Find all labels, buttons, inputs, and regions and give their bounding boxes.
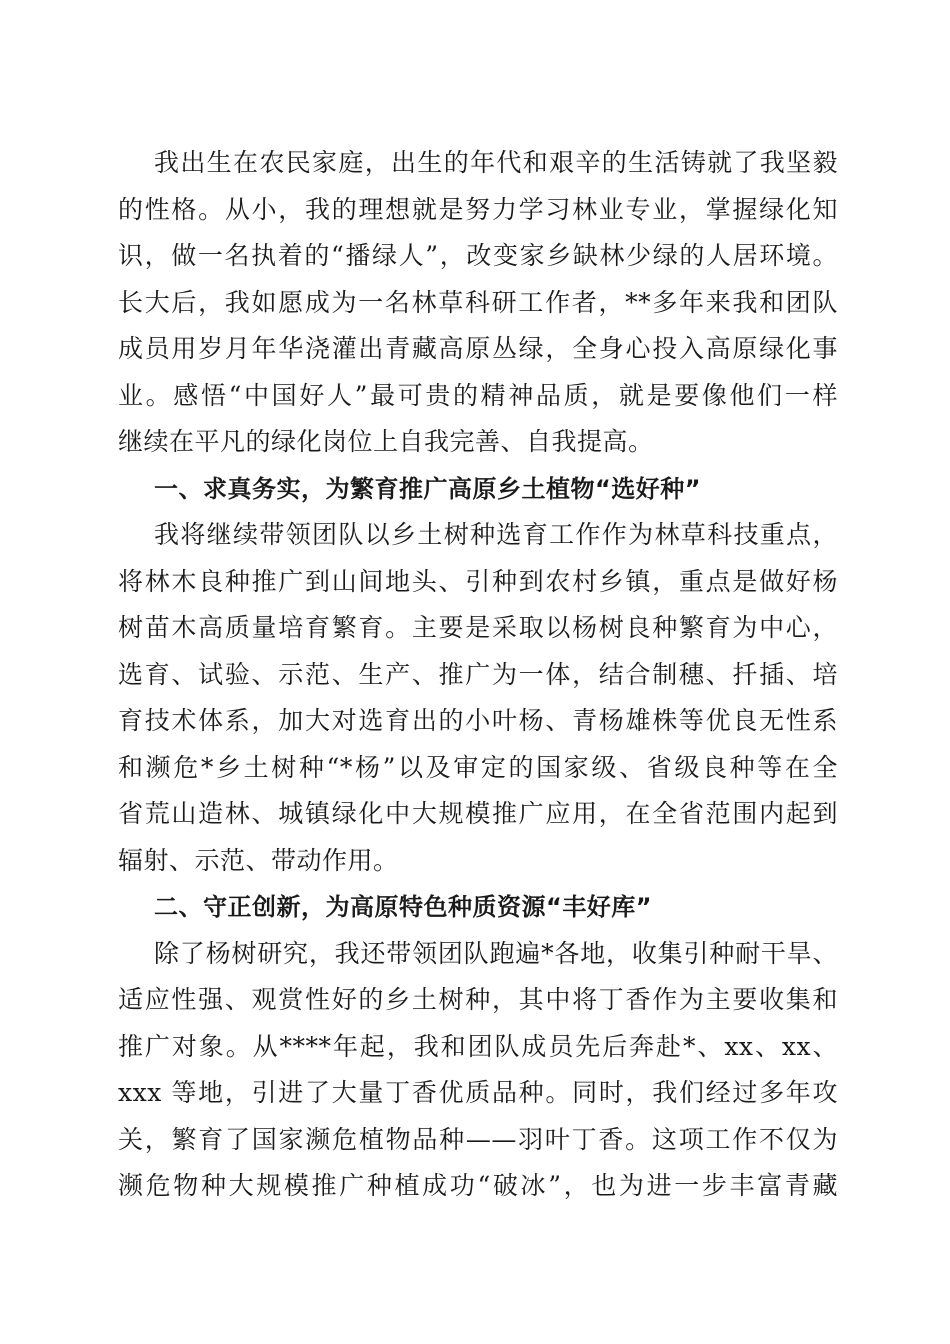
- text-line: 我将继续带领团队以乡土树种选育工作作为林草科技重点，: [154, 520, 838, 549]
- text-line: 成员用岁月年华浇灌出青藏高原丛绿，全身心投入高原绿化事: [118, 334, 838, 363]
- section-heading-1: 一、求真务实，为繁育推广高原乡土植物“选好种”: [154, 474, 702, 503]
- text-line: 的性格。从小，我的理想就是努力学习林业专业，掌握绿化知: [118, 194, 838, 224]
- text-line: 辐射、示范、带动作用。: [118, 845, 399, 875]
- text-line: 除了杨树研究，我还带领团队跑遍*各地，收集引种耐干旱、: [154, 938, 838, 968]
- text-line: 濒危物种大规模推广种植成功“破冰”，也为进一步丰富青藏: [118, 1171, 838, 1200]
- text-line: 和濒危*乡土树种“*杨”以及审定的国家级、省级良种等在全: [118, 752, 838, 782]
- text-line: 推广对象。从****年起，我和团队成员先后奔赴*、xx、xx、: [118, 1031, 838, 1061]
- text-line: 识，做一名执着的“播绿人”，改变家乡缺林少绿的人居环境。: [118, 241, 838, 270]
- text-line: 长大后，我如愿成为一名林草科研工作者，**多年来我和团队: [118, 287, 838, 317]
- section-2-paragraph: [118, 931, 838, 1210]
- text-line: 我出生在农民家庭，出生的年代和艰辛的生活铸就了我坚毅: [154, 148, 838, 177]
- text-line: 育技术体系，加大对选育出的小叶杨、青杨雄株等优良无性系: [118, 706, 838, 735]
- text-line: 适应性强、观赏性好的乡土树种，其中将丁香作为主要收集和: [118, 985, 838, 1014]
- section-heading-2: 二、守正创新，为高原特色种质资源“丰好库”: [154, 893, 653, 921]
- text-line: 将林木良种推广到山间地头、引种到农村乡镇，重点是做好杨: [118, 566, 838, 596]
- text-line: 关，繁育了国家濒危植物品种——羽叶丁香。这项工作不仅为: [118, 1124, 838, 1154]
- document-page: [118, 140, 838, 1210]
- intro-paragraph: [118, 140, 838, 466]
- section-1-paragraph: [118, 512, 838, 884]
- text-line: 继续在平凡的绿化岗位上自我完善、自我提高。: [118, 427, 654, 456]
- text-line: 省荒山造林、城镇绿化中大规模推广应用，在全省范围内起到: [118, 799, 838, 828]
- text-line: xxx 等地，引进了大量丁香优质品种。同时，我们经过多年攻: [118, 1078, 838, 1107]
- text-line: 树苗木高质量培育繁育。主要是采取以杨树良种繁育为中心，: [118, 613, 838, 642]
- text-line: 业。感悟“中国好人”最可贵的精神品质，就是要像他们一样: [118, 380, 838, 410]
- text-line: 选育、试验、示范、生产、推广为一体，结合制穗、扦插、培: [118, 659, 838, 689]
